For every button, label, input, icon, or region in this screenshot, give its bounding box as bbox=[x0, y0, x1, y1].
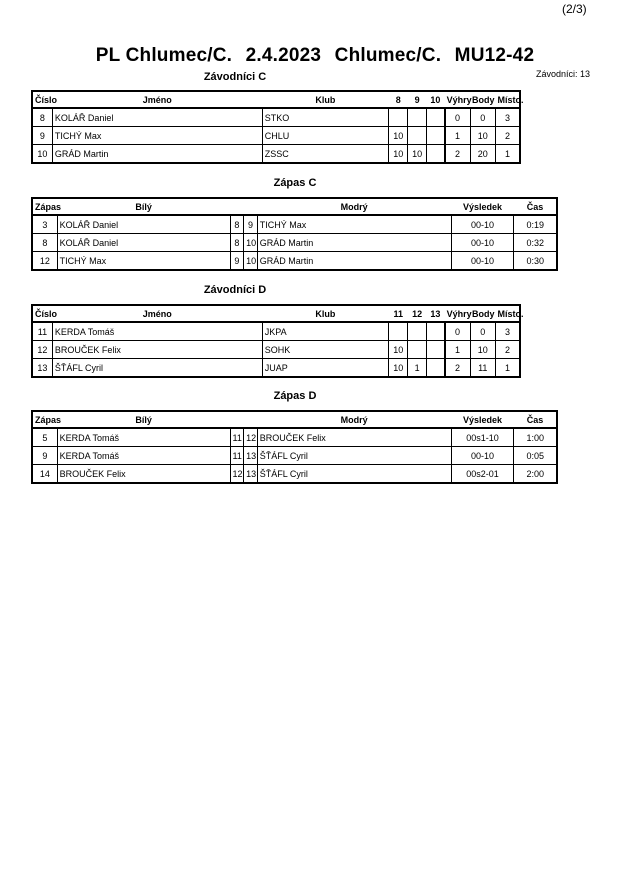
cell-vyhry: 0 bbox=[445, 108, 470, 127]
title-category: MU12-42 bbox=[454, 45, 535, 66]
cell-vysledek: 00s2-01 bbox=[451, 465, 514, 484]
cell-col2: 1 bbox=[408, 359, 426, 378]
table-row bbox=[32, 322, 520, 341]
cell-col2 bbox=[408, 108, 426, 127]
table-row bbox=[32, 252, 557, 271]
cell-bily-number: 12 bbox=[230, 465, 244, 484]
cell-vyhry: 1 bbox=[445, 127, 470, 145]
cell-zapas: 12 bbox=[32, 252, 57, 271]
table-row bbox=[32, 145, 520, 164]
cell-cislo: 11 bbox=[32, 322, 52, 341]
header-misto: Místo. bbox=[497, 308, 524, 319]
cell-misto: 3 bbox=[496, 322, 521, 341]
cell-bily-number: 11 bbox=[230, 428, 244, 447]
cell-klub: SOHK bbox=[262, 341, 388, 359]
cell-bily-number: 8 bbox=[230, 215, 244, 234]
table-row bbox=[32, 215, 557, 234]
cell-zapas: 9 bbox=[32, 447, 57, 465]
table-header bbox=[32, 91, 520, 108]
header-body: Body bbox=[472, 94, 495, 105]
cell-klub: ZSSC bbox=[262, 145, 388, 164]
cell-modry-number: 13 bbox=[244, 447, 258, 465]
cell-body: 20 bbox=[470, 145, 495, 164]
cell-klub: JUAP bbox=[262, 359, 388, 378]
header-bily: Bílý bbox=[135, 414, 152, 425]
cell-zapas: 8 bbox=[32, 234, 57, 252]
cell-zapas: 3 bbox=[32, 215, 57, 234]
cell-cas: 0:05 bbox=[514, 447, 557, 465]
cell-body: 10 bbox=[470, 127, 495, 145]
cell-col2 bbox=[408, 341, 426, 359]
cell-klub: CHLU bbox=[262, 127, 388, 145]
cell-cislo: 12 bbox=[32, 341, 52, 359]
cell-modry-number: 9 bbox=[244, 215, 258, 234]
cell-cas: 1:00 bbox=[514, 428, 557, 447]
cell-misto: 3 bbox=[496, 108, 521, 127]
cell-cislo: 8 bbox=[32, 108, 52, 127]
page-number: (2/3) bbox=[562, 2, 587, 16]
competitors-table-c bbox=[31, 90, 524, 164]
title-date: 2.4.2023 bbox=[245, 45, 322, 66]
competitors-count: Závodníci: 13 bbox=[536, 69, 591, 79]
cell-cislo: 13 bbox=[32, 359, 52, 378]
header-vyhry: Výhry bbox=[446, 94, 472, 105]
header-jmeno: Jméno bbox=[142, 308, 172, 319]
header-col3: 13 bbox=[430, 308, 441, 319]
header-col1: 8 bbox=[395, 94, 401, 105]
cell-zapas: 14 bbox=[32, 465, 57, 484]
cell-misto: 2 bbox=[496, 341, 521, 359]
competitors-table-d bbox=[31, 304, 524, 378]
header-jmeno: Jméno bbox=[142, 94, 172, 105]
header-cislo: Číslo bbox=[35, 308, 58, 319]
cell-modry: ŠŤÁFL Cyril bbox=[257, 447, 451, 465]
cell-col1 bbox=[389, 322, 408, 341]
cell-vysledek: 00-10 bbox=[451, 215, 514, 234]
cell-vyhry: 1 bbox=[445, 341, 470, 359]
header-modry: Modrý bbox=[340, 414, 368, 425]
cell-cislo: 9 bbox=[32, 127, 52, 145]
cell-col3 bbox=[426, 359, 444, 378]
cell-col3 bbox=[426, 322, 444, 341]
section-c-competitors-title: Závodníci C bbox=[203, 71, 267, 83]
cell-modry: ŠŤÁFL Cyril bbox=[257, 465, 451, 484]
page-title bbox=[0, 45, 630, 67]
table-row bbox=[32, 234, 557, 252]
header-klub: Klub bbox=[315, 94, 336, 105]
cell-col3 bbox=[426, 127, 444, 145]
cell-modry-number: 10 bbox=[244, 234, 258, 252]
header-misto: Místo. bbox=[497, 94, 524, 105]
cell-modry: TICHÝ Max bbox=[257, 215, 451, 234]
section-c-matches-title: Zápas C bbox=[273, 177, 317, 189]
cell-vyhry: 2 bbox=[445, 145, 470, 164]
cell-vyhry: 0 bbox=[445, 322, 470, 341]
cell-modry-number: 12 bbox=[244, 428, 258, 447]
matches-table-d bbox=[31, 410, 558, 484]
cell-col1: 10 bbox=[389, 145, 408, 164]
table-header bbox=[32, 411, 557, 428]
header-bily: Bílý bbox=[135, 201, 152, 212]
header-col1: 11 bbox=[393, 308, 403, 319]
cell-bily: KERDA Tomáš bbox=[57, 447, 230, 465]
cell-vyhry: 2 bbox=[445, 359, 470, 378]
cell-body: 0 bbox=[470, 322, 495, 341]
cell-modry-number: 10 bbox=[244, 252, 258, 271]
cell-cas: 0:32 bbox=[514, 234, 557, 252]
header-zapas: Zápas bbox=[35, 201, 62, 212]
title-event: PL Chlumec/C. bbox=[95, 45, 233, 66]
cell-cas: 2:00 bbox=[514, 465, 557, 484]
section-d-matches-title: Zápas D bbox=[273, 390, 317, 402]
section-d-competitors-title: Závodníci D bbox=[203, 284, 267, 296]
table-row bbox=[32, 127, 520, 145]
cell-col1 bbox=[389, 108, 408, 127]
header-cislo: Číslo bbox=[35, 94, 58, 105]
cell-cas: 0:19 bbox=[514, 215, 557, 234]
header-col3: 10 bbox=[430, 94, 441, 105]
cell-bily-number: 9 bbox=[230, 252, 244, 271]
cell-bily: TICHÝ Max bbox=[57, 252, 230, 271]
cell-body: 10 bbox=[470, 341, 495, 359]
header-klub: Klub bbox=[315, 308, 336, 319]
cell-body: 0 bbox=[470, 108, 495, 127]
header-col2: 9 bbox=[414, 94, 420, 105]
cell-col1: 10 bbox=[389, 341, 408, 359]
table-row bbox=[32, 108, 520, 127]
cell-col3 bbox=[426, 341, 444, 359]
cell-col3 bbox=[426, 145, 444, 164]
cell-klub: STKO bbox=[262, 108, 388, 127]
cell-vysledek: 00-10 bbox=[451, 234, 514, 252]
cell-cas: 0:30 bbox=[514, 252, 557, 271]
header-cas: Čas bbox=[526, 414, 544, 425]
cell-col2 bbox=[408, 127, 426, 145]
header-cas: Čas bbox=[526, 201, 544, 212]
cell-jmeno: KERDA Tomáš bbox=[52, 322, 262, 341]
cell-col1: 10 bbox=[389, 127, 408, 145]
cell-body: 11 bbox=[470, 359, 495, 378]
cell-bily: KOLÁŘ Daniel bbox=[57, 215, 230, 234]
cell-col2: 10 bbox=[408, 145, 426, 164]
cell-jmeno: ŠŤÁFL Cyril bbox=[52, 359, 262, 378]
cell-jmeno: BROUČEK Felix bbox=[52, 341, 262, 359]
cell-col3 bbox=[426, 108, 444, 127]
cell-jmeno: GRÁD Martin bbox=[52, 145, 262, 164]
table-row bbox=[32, 447, 557, 465]
cell-vysledek: 00-10 bbox=[451, 252, 514, 271]
cell-modry-number: 13 bbox=[244, 465, 258, 484]
cell-bily: KOLÁŘ Daniel bbox=[57, 234, 230, 252]
cell-modry: GRÁD Martin bbox=[257, 252, 451, 271]
cell-modry: BROUČEK Felix bbox=[257, 428, 451, 447]
cell-klub: JKPA bbox=[262, 322, 388, 341]
table-row bbox=[32, 341, 520, 359]
cell-bily: KERDA Tomáš bbox=[57, 428, 230, 447]
header-modry: Modrý bbox=[340, 201, 368, 212]
cell-bily-number: 8 bbox=[230, 234, 244, 252]
cell-misto: 1 bbox=[496, 145, 521, 164]
cell-vysledek: 00-10 bbox=[451, 447, 514, 465]
cell-jmeno: KOLÁŘ Daniel bbox=[52, 108, 262, 127]
cell-bily: BROUČEK Felix bbox=[57, 465, 230, 484]
table-row bbox=[32, 465, 557, 484]
cell-vysledek: 00s1-10 bbox=[451, 428, 514, 447]
cell-zapas: 5 bbox=[32, 428, 57, 447]
cell-cislo: 10 bbox=[32, 145, 52, 164]
header-zapas: Zápas bbox=[35, 414, 62, 425]
header-body: Body bbox=[472, 308, 495, 319]
cell-misto: 2 bbox=[496, 127, 521, 145]
header-vyhry: Výhry bbox=[446, 308, 472, 319]
title-place: Chlumec/C. bbox=[334, 45, 442, 66]
header-vysledek: Výsledek bbox=[463, 201, 503, 212]
table-row bbox=[32, 359, 520, 378]
cell-bily-number: 11 bbox=[230, 447, 244, 465]
header-vysledek: Výsledek bbox=[463, 414, 503, 425]
cell-jmeno: TICHÝ Max bbox=[52, 127, 262, 145]
table-header bbox=[32, 198, 557, 215]
header-col2: 12 bbox=[412, 308, 423, 319]
matches-table-c bbox=[31, 197, 558, 271]
table-row bbox=[32, 428, 557, 447]
cell-modry: GRÁD Martin bbox=[257, 234, 451, 252]
cell-col1: 10 bbox=[389, 359, 408, 378]
cell-col2 bbox=[408, 322, 426, 341]
table-header bbox=[32, 305, 520, 322]
cell-misto: 1 bbox=[496, 359, 521, 378]
